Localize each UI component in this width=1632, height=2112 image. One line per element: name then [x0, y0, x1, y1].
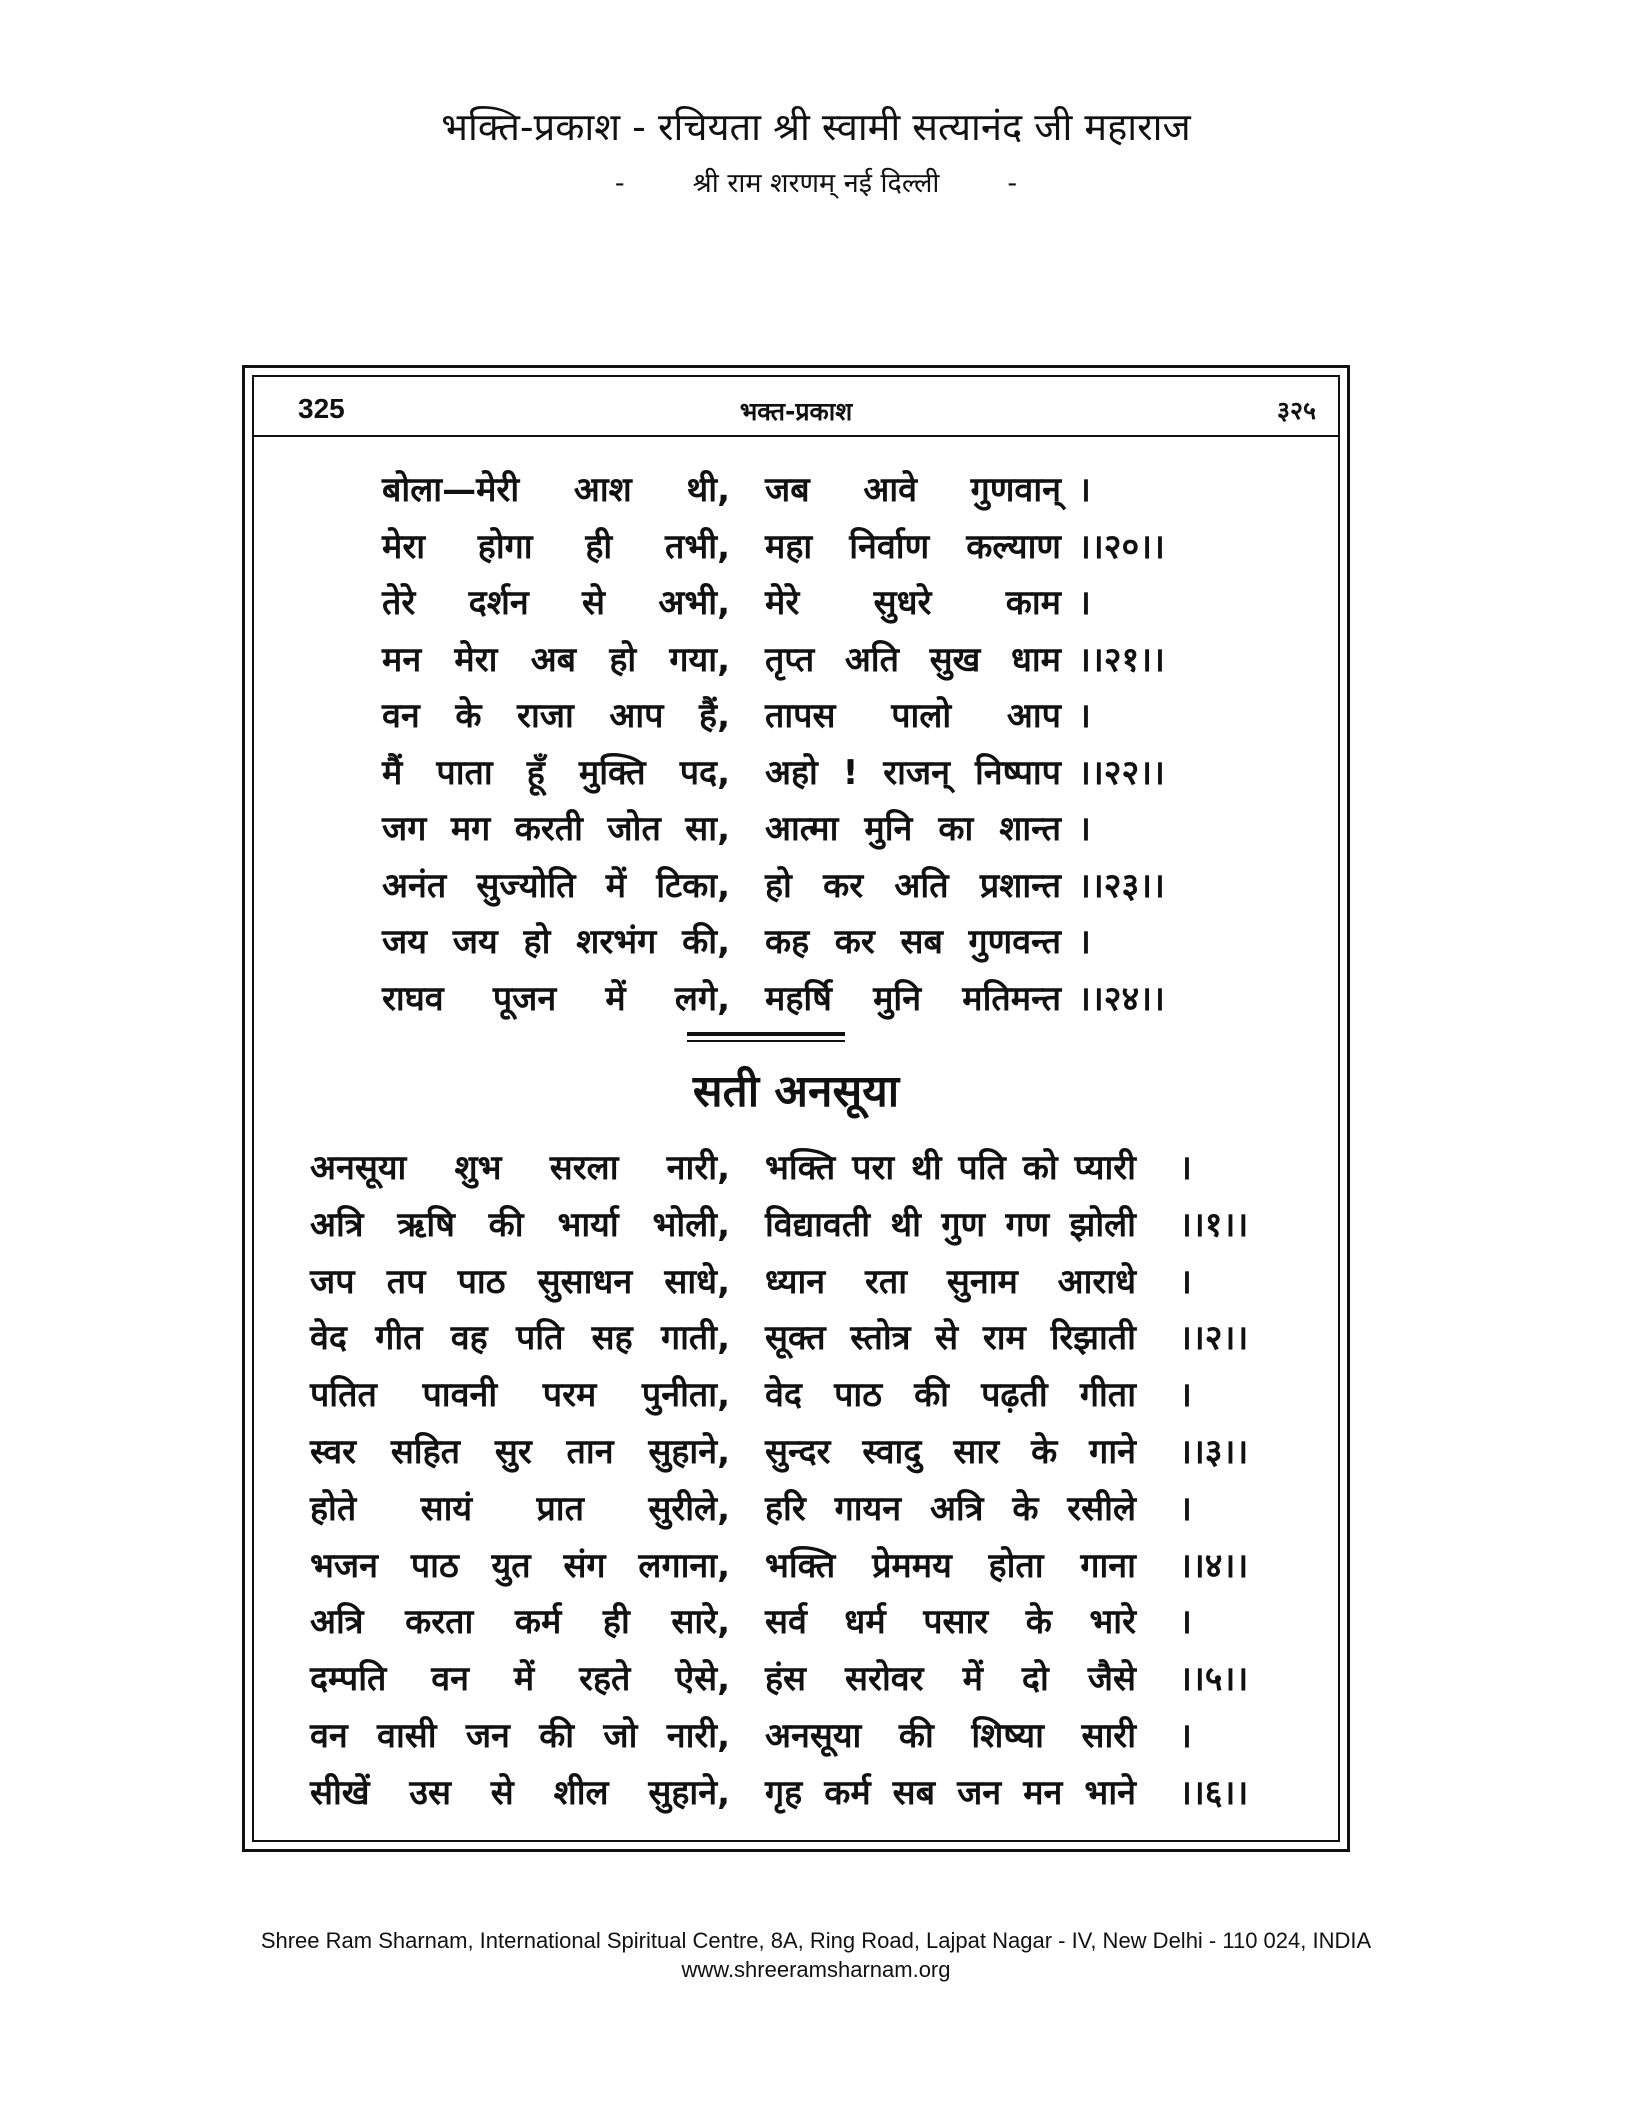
verse-line	[310, 1200, 1319, 1252]
verse-first-half: मेरा होगा ही तभी,	[382, 526, 730, 567]
verse-line	[310, 1597, 1319, 1649]
verse-line	[310, 1654, 1319, 1706]
verse-second-half: गृह कर्म सब जन मन भाने	[765, 1772, 1136, 1813]
verse-line	[310, 1370, 1319, 1422]
verse-first-half: बोला—मेरी आश थी,	[382, 470, 730, 510]
verse-number: ।	[1078, 470, 1091, 510]
page-inner-border	[252, 375, 1340, 1842]
verse-line	[310, 1711, 1319, 1763]
verse-line	[310, 1541, 1319, 1593]
verse-first-half: पतित पावनी परम पुनीता,	[310, 1375, 730, 1416]
verse-second-half: मेरे सुधरे काम	[765, 583, 1061, 623]
verse-second-half: वेद पाठ की पढ़ती गीता	[765, 1375, 1136, 1416]
verse-first-half: जग मग करती जोत सा,	[382, 809, 730, 849]
verse-second-half: सर्व धर्म पसार के भारे	[765, 1602, 1136, 1643]
verse-first-half: राघव पूजन में लगे,	[382, 978, 730, 1019]
verse-line	[310, 1768, 1319, 1820]
verse-body	[254, 377, 1338, 1840]
verse-number: ।।२।।	[1179, 1318, 1249, 1359]
verse-number: ।।२०।।	[1078, 526, 1165, 567]
verse-number: ।	[1078, 583, 1091, 623]
subtitle-text: श्री राम शरणम् नई दिल्ली	[692, 168, 940, 199]
verse-first-half: जय जय हो शरभंग की,	[382, 922, 730, 962]
verse-second-half: अनसूया की शिष्या सारी	[765, 1716, 1136, 1756]
verse-second-half: सुन्दर स्वादु सार के गाने	[765, 1432, 1136, 1472]
verse-first-half: अनंत सुज्योति में टिका,	[382, 865, 730, 906]
verse-second-half: जब आवे गुणवान्	[765, 470, 1061, 510]
footer-address: Shree Ram Sharnam, International Spiritual Centre, 8A, Ring Road, Lajpat Nagar - IV, New Delhi - 110 024, INDIA	[260, 1928, 1372, 1953]
verse-first-half: वन वासी जन की जो नारी,	[310, 1716, 730, 1756]
verse-first-half: अत्रि करता कर्म ही सारे,	[310, 1602, 730, 1643]
verse-second-half: हो कर अति प्रशान्त	[765, 865, 1061, 906]
verse-number: ।	[1179, 1602, 1192, 1643]
verse-first-half: सीखें उस से शील सुहाने,	[310, 1772, 730, 1813]
verse-number: ।।३।।	[1179, 1432, 1249, 1472]
document-title: भक्ति-प्रकाश - रचियता श्री स्वामी सत्यानंद जी महाराज	[441, 105, 1191, 149]
section-title: सती अनसूया	[692, 1066, 900, 1117]
verse-number: ।।२१।।	[1078, 639, 1165, 680]
verse-line	[310, 1313, 1319, 1365]
verse-number: ।।६।।	[1179, 1772, 1249, 1813]
verse-second-half: कह कर सब गुणवन्त	[765, 922, 1061, 962]
verse-second-half: महर्षि मुनि मतिमन्त	[765, 978, 1061, 1019]
verse-line	[382, 861, 1218, 913]
verse-line	[310, 1143, 1319, 1195]
verse-first-half: जप तप पाठ सुसाधन साधे,	[310, 1261, 730, 1302]
verse-first-half: होते सायं प्रात सुरीले,	[310, 1488, 730, 1529]
subtitle-dash-right: -	[1007, 168, 1018, 199]
verse-line	[382, 748, 1218, 800]
verse-line	[382, 691, 1218, 743]
verse-second-half: आत्मा मुनि का शान्त	[765, 809, 1061, 849]
verse-first-half: स्वर सहित सुर तान सुहाने,	[310, 1432, 730, 1472]
page-number-left: 325	[298, 393, 345, 424]
page-number-right: ३२५	[1276, 396, 1316, 425]
verse-first-half: तेरे दर्शन से अभी,	[382, 583, 730, 623]
page-frame	[242, 365, 1350, 1852]
verse-number: ।	[1078, 809, 1091, 849]
running-head-title: भक्त-प्रकाश	[739, 397, 853, 426]
document-subtitle	[0, 163, 1632, 200]
verse-second-half: तापस पालो आप	[765, 696, 1061, 736]
verse-number: ।।२२।।	[1078, 752, 1165, 793]
footer-website: www.shreeramsharnam.org	[681, 1957, 951, 1982]
verse-second-half: अहो ! राजन् निष्पाप	[765, 752, 1061, 793]
verse-second-half: हंस सरोवर में दो जैसे	[765, 1659, 1136, 1700]
verse-second-half: हरि गायन अत्रि के रसीले	[765, 1488, 1136, 1529]
verse-second-half: महा निर्वाण कल्याण	[765, 526, 1061, 567]
verse-first-half: वन के राजा आप हैं,	[382, 696, 730, 736]
verse-line	[382, 522, 1218, 574]
verse-first-half: दम्पति वन में रहते ऐसे,	[310, 1659, 730, 1700]
verse-line	[382, 578, 1218, 630]
verse-second-half: सूक्त स्तोत्र से राम रिझाती	[765, 1318, 1136, 1359]
verse-number: ।	[1078, 922, 1091, 962]
verse-first-half: मैं पाता हूँ मुक्ति पद,	[382, 752, 730, 793]
verse-number: ।।४।।	[1179, 1545, 1249, 1586]
section-divider-thick	[687, 1032, 845, 1036]
verse-line	[382, 804, 1218, 856]
verse-line	[310, 1427, 1319, 1479]
verse-number: ।।५।।	[1179, 1659, 1249, 1700]
verse-first-half: अत्रि ऋषि की भार्या भोली,	[310, 1204, 730, 1245]
verse-number: ।	[1179, 1716, 1192, 1756]
verse-line	[310, 1484, 1319, 1536]
verse-number: ।	[1179, 1488, 1192, 1529]
section-divider-thin	[687, 1040, 845, 1042]
verse-number: ।।१।।	[1179, 1204, 1249, 1245]
verse-number: ।	[1179, 1261, 1192, 1302]
verse-number: ।	[1179, 1148, 1192, 1188]
verse-second-half: भक्ति परा थी पति को प्यारी	[765, 1148, 1136, 1188]
verse-first-half: भजन पाठ युत संग लगाना,	[310, 1545, 730, 1586]
verse-first-half: अनसूया शुभ सरला नारी,	[310, 1148, 730, 1188]
verse-first-half: वेद गीत वह पति सह गाती,	[310, 1318, 730, 1359]
verse-first-half: मन मेरा अब हो गया,	[382, 639, 730, 680]
verse-line	[382, 465, 1218, 517]
verse-line	[382, 635, 1218, 687]
verse-second-half: भक्ति प्रेममय होता गाना	[765, 1545, 1136, 1586]
verse-number: ।	[1179, 1375, 1192, 1416]
verse-number: ।।२३।।	[1078, 865, 1165, 906]
verse-line	[310, 1257, 1319, 1309]
subtitle-dash-left: -	[614, 168, 625, 199]
verse-line	[382, 917, 1218, 969]
verse-second-half: ध्यान रता सुनाम आराधे	[765, 1261, 1136, 1302]
verse-number: ।।२४।।	[1078, 978, 1165, 1019]
verse-second-half: तृप्त अति सुख धाम	[765, 639, 1061, 680]
verse-line	[382, 974, 1218, 1026]
verse-second-half: विद्यावती थी गुण गण झोली	[765, 1204, 1136, 1245]
verse-number: ।	[1078, 696, 1091, 736]
